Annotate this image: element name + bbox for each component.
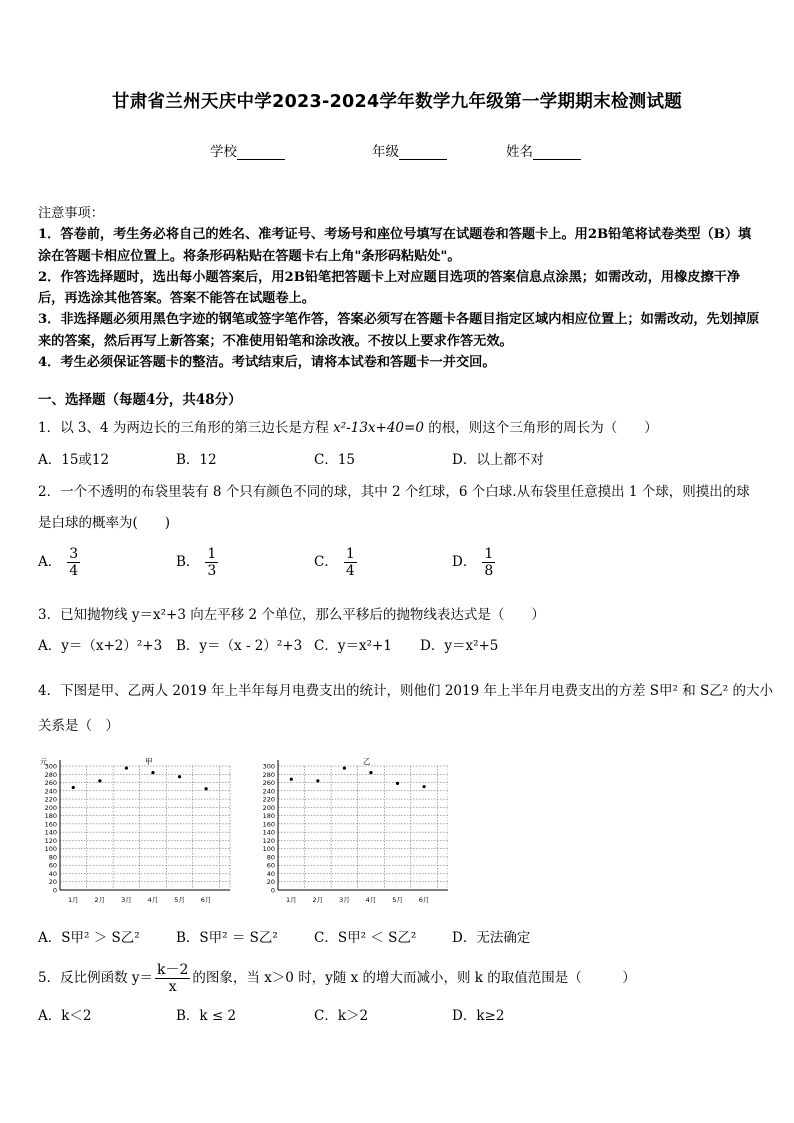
q2-option-d[interactable]: D． $\frac{1}{8}$ [452,546,494,579]
y-tick-label: 80 [48,853,57,862]
note-item-2: 2．作答选择题时，选出每小题答案后，用2B铅笔把答题卡上对应题目选项的答案信息点涂黑；如需改动，用橡皮擦干净后，再选涂其他答案。答案不能答在试题卷上。 [38,269,741,307]
question-5-stem: 5．反比例函数 y＝ $\frac{k-2}{x}$ 的图象，当 x＞0 时，y随 x 的增大而减小，则 k 的取值范围是（ ） [38,962,636,995]
grade-label: 年级 [372,144,399,160]
x-tick-label: 1月 [67,896,79,904]
y-tick-label: 220 [262,795,275,804]
x-tick-label: 6月 [200,896,212,904]
school-field[interactable] [210,140,285,160]
q3-option-d[interactable]: D．y＝x²+5 [420,638,499,654]
y-tick-label: 280 [44,770,57,779]
y-tick-label: 100 [262,845,275,854]
data-point [72,786,75,789]
note-item-4: 4．考生必须保证答题卡的整洁。考试结束后，请将本试卷和答题卡一并交回。 [38,355,496,371]
q5-option-b[interactable]: B．k ≤ 2 [176,1008,237,1024]
question-4-stem-line1: 4．下图是甲、乙两人 2019 年上半年每月电费支出的统计，则他们 2019 年上半年月电费支出的方差 S甲² 和 S乙² 的大小 [38,683,773,699]
chart-jia [40,757,230,904]
data-point [316,779,319,782]
name-field[interactable] [506,140,581,160]
y-tick-label: 280 [262,770,275,779]
question-3-stem: 3．已知抛物线 y＝x²+3 向左平移 2 个单位，那么平移后的抛物线表达式是（ ） [38,607,545,623]
data-point [98,779,101,782]
q3-option-a[interactable]: A．y＝（x+2）²+3 [38,638,163,654]
q5-option-a[interactable]: A．k＜2 [38,1008,92,1024]
y-tick-label: 60 [48,861,57,870]
chart-title: 乙 [363,757,371,766]
q5-option-c[interactable]: C．k＞2 [314,1008,369,1024]
x-tick-label: 4月 [147,896,159,904]
y-tick-label: 180 [262,812,275,821]
y-tick-label: 260 [262,779,275,788]
data-point [204,787,207,790]
chart-yi [263,757,448,904]
data-point [422,785,425,788]
y-tick-label: 220 [44,795,57,804]
x-tick-label: 3月 [339,896,350,904]
y-tick-label: 120 [44,836,57,845]
x-tick-label: 5月 [392,896,403,904]
school-label: 学校 [210,144,237,160]
y-tick-label: 240 [44,787,57,796]
q4-option-a[interactable]: A．S甲² ＞ S乙² [38,930,140,946]
q3-option-c[interactable]: C．y＝x²+1 [314,638,392,654]
y-tick-label: 300 [262,762,275,771]
y-tick-label: 140 [44,828,57,837]
q2-option-a[interactable]: A． $\frac{3}{4}$ [38,546,79,579]
y-tick-label: 0 [52,886,57,895]
question-2-stem-line1: 2．一个不透明的布袋里装有 8 个只有颜色不同的球，其中 2 个红球，6 个白球.从布袋里任意摸出 1 个球，则摸出的球 [38,484,750,500]
y-tick-label: 0 [270,886,275,895]
q3-option-b[interactable]: B．y＝（x - 2）²+3 [176,638,303,654]
grade-field[interactable] [372,140,447,160]
data-point [151,771,154,774]
x-tick-label: 4月 [365,896,377,904]
y-tick-label: 20 [48,878,57,887]
data-point [178,775,181,778]
q4-option-d[interactable]: D．无法确定 [452,930,531,946]
q1-option-d[interactable]: D．以上都不对 [452,452,544,468]
y-tick-label: 40 [48,869,57,878]
y-tick-label: 160 [262,820,275,829]
y-tick-label: 60 [266,861,275,870]
question-4-stem-line2: 关系是（ ） [38,718,119,734]
data-point [343,766,346,769]
note-item-3: 3．非选择题必须用黑色字迹的钢笔或签字笔作答，答案必须写在答题卡各题目指定区域内相应位置上；如需改动，先划掉原来的答案，然后再写上新答案；不准使用铅笔和涂改液。不按以上要求作答无效。 [38,312,760,349]
q1-equation: x²-13x+40=0 [333,420,424,436]
y-tick-label: 200 [44,803,57,812]
y-tick-label: 180 [44,812,57,821]
q1-option-c[interactable]: C．15 [314,452,356,468]
y-tick-label: 20 [266,878,275,887]
q2-option-b[interactable]: B． $\frac{1}{3}$ [176,546,217,579]
q4-charts [38,756,448,908]
y-tick-label: 240 [262,787,275,796]
notes-block [38,203,763,373]
question-2-stem-line2: 是白球的概率为( ) [38,515,171,531]
x-tick-label: 2月 [312,896,324,904]
x-tick-label: 2月 [94,896,106,904]
chart-title: 甲 [145,757,153,766]
name-label: 姓名 [506,144,533,160]
section-heading: 一、选择题（每题4分，共48分） [38,392,242,408]
y-tick-label: 120 [262,836,275,845]
y-tick-label: 300 [44,762,57,771]
x-tick-label: 6月 [418,896,430,904]
page-title: 甘肃省兰州天庆中学2023-2024学年数学九年级第一学期期末检测试题 [111,92,683,112]
q2-option-c[interactable]: C． $\frac{1}{4}$ [314,546,355,579]
q1-option-a[interactable]: A．15或12 [38,452,110,468]
y-tick-label: 80 [266,853,275,862]
data-point [369,771,372,774]
data-point [290,778,293,781]
data-point [396,782,399,785]
x-tick-label: 1月 [285,896,297,904]
q5-option-d[interactable]: D．k≥2 [452,1008,505,1024]
y-tick-label: 200 [262,803,275,812]
data-point [125,766,128,769]
q4-option-b[interactable]: B．S甲² ＝ S乙² [176,930,278,946]
y-tick-label: 160 [44,820,57,829]
x-tick-label: 3月 [121,896,132,904]
y-tick-label: 140 [262,828,275,837]
y-axis-label: 元 [40,758,47,766]
y-tick-label: 260 [44,779,57,788]
note-item-1: 1．答卷前，考生务必将自己的姓名、准考证号、考场号和座位号填写在试题卷和答题卡上。用2B铅笔将试卷类型（B）填涂在答题卡相应位置上。将条形码粘贴在答题卡右上角"条形码粘贴处"。 [38,227,752,264]
question-1-stem: 1．以 3、4 为两边长的三角形的第三边长是方程 x²-13x+40=0 的根，则这个三角形的周长为（ ） [38,420,658,436]
y-tick-label: 40 [266,869,275,878]
x-tick-label: 5月 [174,896,185,904]
q4-option-c[interactable]: C．S甲² ＜ S乙² [314,930,417,946]
q1-option-b[interactable]: B．12 [176,452,217,468]
notes-heading: 注意事项： [38,206,104,221]
y-tick-label: 100 [44,845,57,854]
